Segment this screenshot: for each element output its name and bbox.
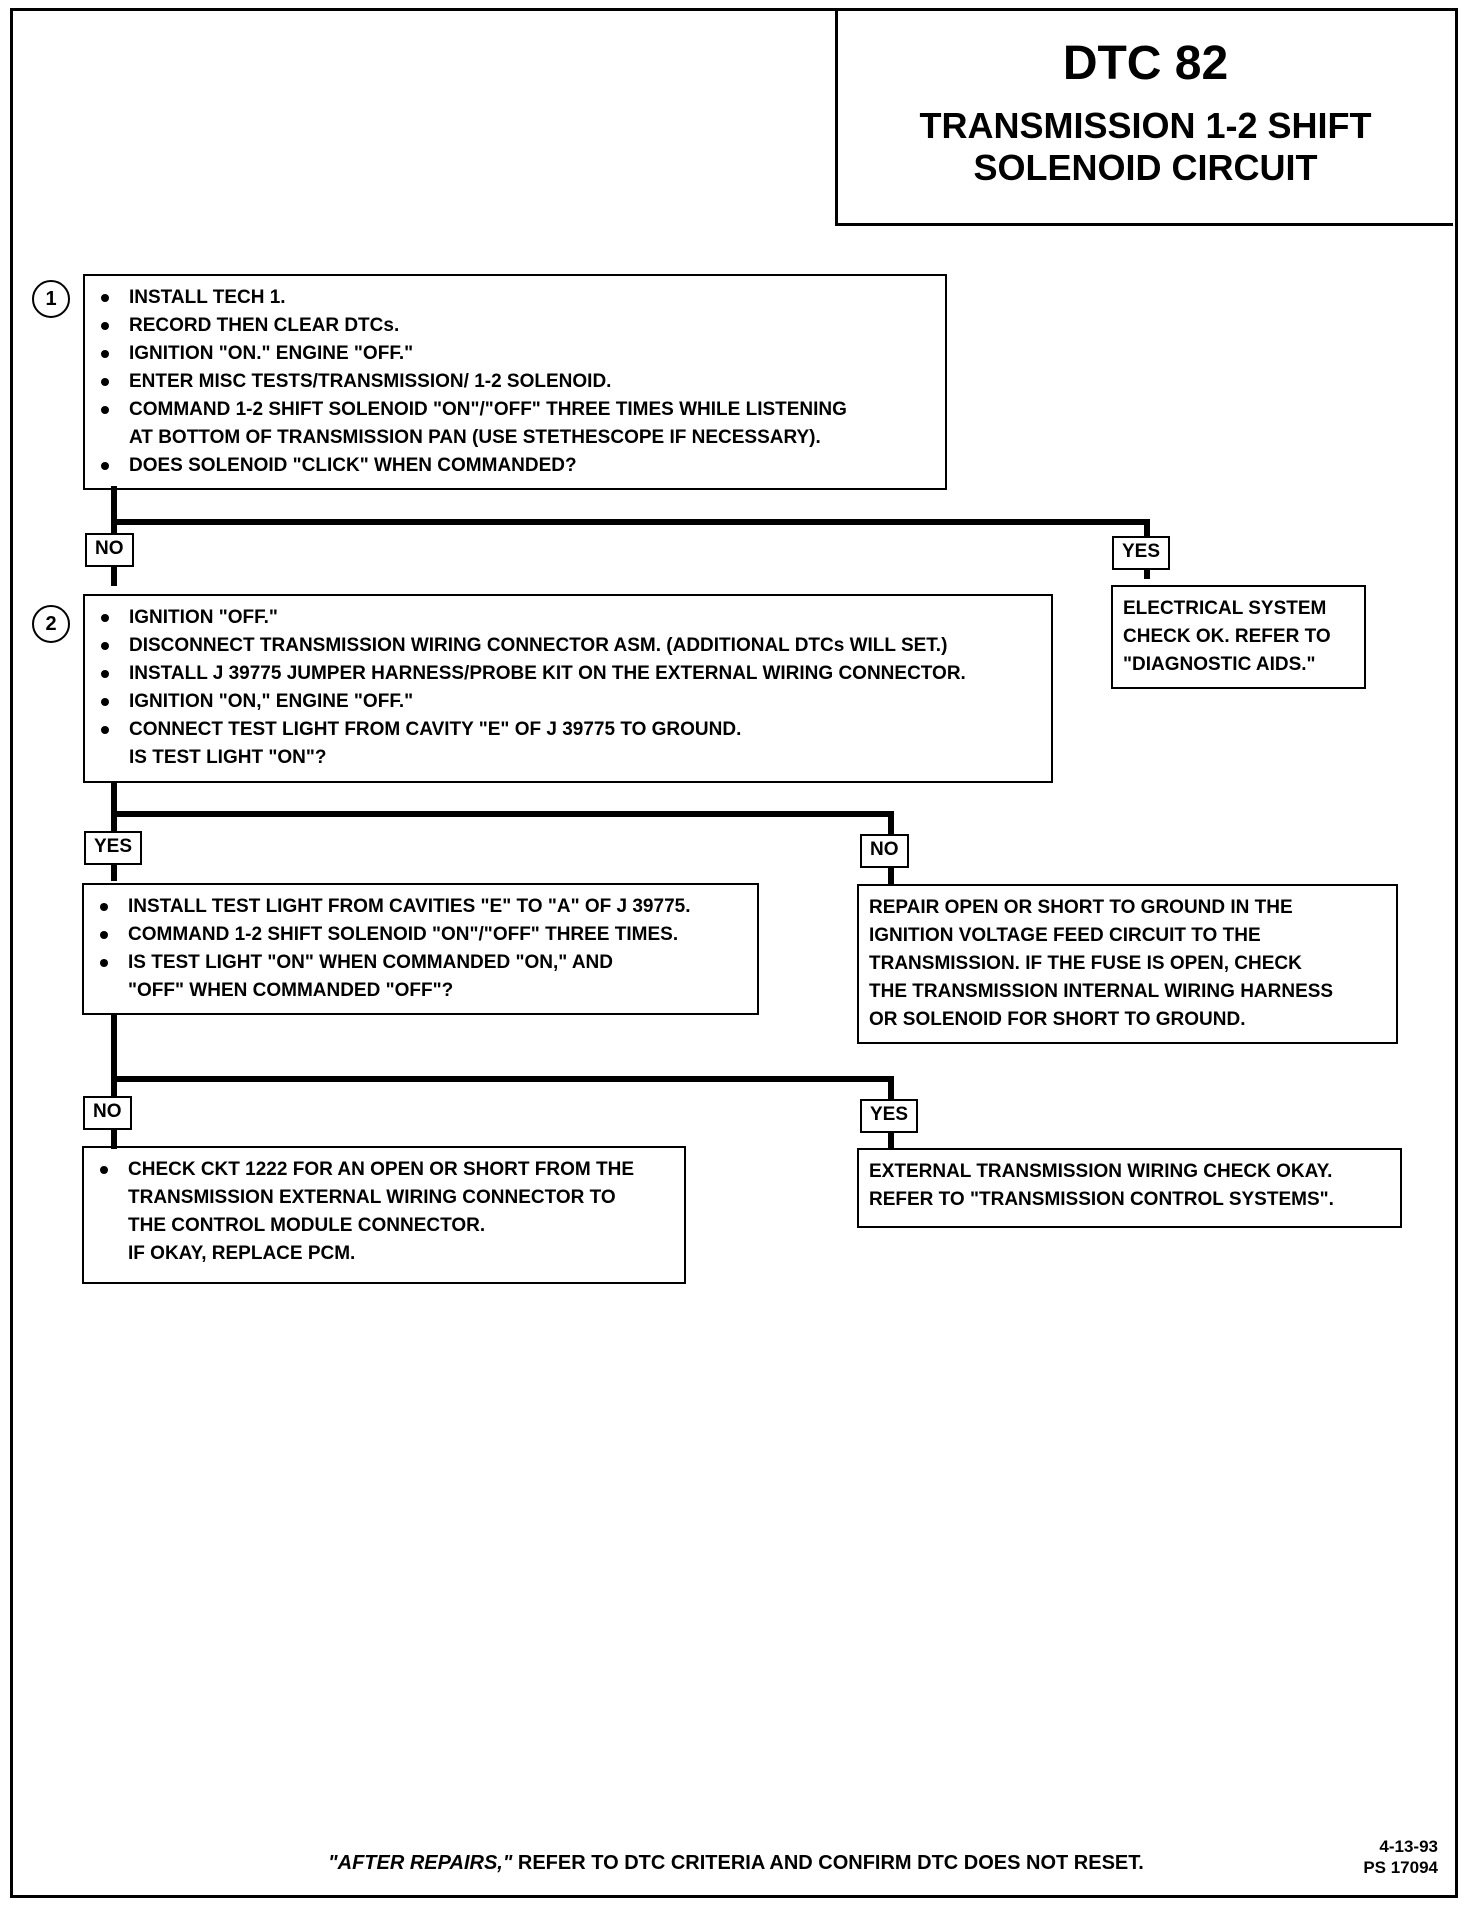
step-2-marker: 2 bbox=[32, 605, 70, 643]
list-item: ENTER MISC TESTS/TRANSMISSION/ 1-2 SOLENOID. bbox=[95, 368, 935, 396]
bullet-icon bbox=[101, 322, 109, 330]
list-item: IS TEST LIGHT "ON" WHEN COMMANDED "ON," AND bbox=[94, 949, 747, 977]
footer-text: REFER TO DTC CRITERIA AND CONFIRM DTC DOES NOT RESET. bbox=[512, 1852, 1144, 1874]
result-2-no-line-5: OR SOLENOID FOR SHORT TO GROUND. bbox=[869, 1009, 1246, 1030]
document-date: 4-13-93 bbox=[1379, 1837, 1438, 1856]
step-2-box bbox=[83, 594, 1053, 783]
list-item: CONNECT TEST LIGHT FROM CAVITY "E" OF J 39775 TO GROUND. bbox=[95, 716, 1041, 744]
result-2-no-line-3: TRANSMISSION. IF THE FUSE IS OPEN, CHECK bbox=[869, 953, 1302, 974]
bullet-icon bbox=[101, 350, 109, 358]
dtc-subtitle-line-1: TRANSMISSION 1-2 SHIFT bbox=[919, 105, 1372, 146]
result-3-no-line-3: THE CONTROL MODULE CONNECTOR. bbox=[128, 1215, 486, 1236]
step-3-continuation: "OFF" WHEN COMMANDED "OFF"? bbox=[128, 980, 454, 1001]
footer-note bbox=[0, 1852, 1472, 1875]
result-3-yes-box bbox=[857, 1148, 1402, 1228]
bullet-icon bbox=[101, 614, 109, 622]
result-1-yes-line-3: "DIAGNOSTIC AIDS." bbox=[1123, 654, 1316, 675]
result-2-no-line-1: REPAIR OPEN OR SHORT TO GROUND IN THE bbox=[869, 897, 1293, 918]
bullet-icon bbox=[100, 1166, 108, 1174]
bullet-icon bbox=[101, 726, 109, 734]
dtc-subtitle-line-2: SOLENOID CIRCUIT bbox=[973, 147, 1318, 188]
result-1-yes-line-2: CHECK OK. REFER TO bbox=[1123, 626, 1331, 647]
branch-2-yes-label: YES bbox=[84, 831, 142, 865]
list-item: INSTALL J 39775 JUMPER HARNESS/PROBE KIT ON THE EXTERNAL WIRING CONNECTOR. bbox=[95, 660, 1041, 688]
result-3-yes-line-1: EXTERNAL TRANSMISSION WIRING CHECK OKAY. bbox=[869, 1161, 1333, 1182]
step-1-continuation: AT BOTTOM OF TRANSMISSION PAN (USE STETHESCOPE IF NECESSARY). bbox=[129, 427, 821, 448]
step-1-marker: 1 bbox=[32, 280, 70, 318]
document-ref: PS 17094 bbox=[1363, 1858, 1438, 1877]
list-item: DOES SOLENOID "CLICK" WHEN COMMANDED? bbox=[95, 452, 935, 480]
list-item: IGNITION "ON." ENGINE "OFF." bbox=[95, 340, 935, 368]
result-3-yes-line-2: REFER TO "TRANSMISSION CONTROL SYSTEMS". bbox=[869, 1189, 1334, 1210]
step-3-box bbox=[82, 883, 759, 1015]
bullet-icon bbox=[101, 642, 109, 650]
result-3-no-line-4: IF OKAY, REPLACE PCM. bbox=[128, 1243, 356, 1264]
list-item: DISCONNECT TRANSMISSION WIRING CONNECTOR ASM. (ADDITIONAL DTCs WILL SET.) bbox=[95, 632, 1041, 660]
document-code bbox=[1363, 1836, 1438, 1878]
result-1-yes-line-1: ELECTRICAL SYSTEM bbox=[1123, 598, 1327, 619]
list-item: RECORD THEN CLEAR DTCs. bbox=[95, 312, 935, 340]
step-2-continuation: IS TEST LIGHT "ON"? bbox=[129, 747, 327, 768]
dtc-code-title: DTC 82 bbox=[1062, 37, 1229, 90]
footer-emphasis: "AFTER REPAIRS," bbox=[328, 1852, 513, 1874]
bullet-icon bbox=[100, 931, 108, 939]
bullet-icon bbox=[101, 462, 109, 470]
list-item: IGNITION "OFF." bbox=[95, 604, 1041, 632]
list-item: COMMAND 1-2 SHIFT SOLENOID "ON"/"OFF" THREE TIMES. bbox=[94, 921, 747, 949]
list-item: IGNITION "ON," ENGINE "OFF." bbox=[95, 688, 1041, 716]
branch-2-no-label: NO bbox=[860, 834, 909, 868]
step-1-box bbox=[83, 274, 947, 490]
result-2-no-line-2: IGNITION VOLTAGE FEED CIRCUIT TO THE bbox=[869, 925, 1261, 946]
list-item: CHECK CKT 1222 FOR AN OPEN OR SHORT FROM THE bbox=[94, 1156, 674, 1184]
result-2-no-line-4: THE TRANSMISSION INTERNAL WIRING HARNESS bbox=[869, 981, 1334, 1002]
result-3-no-line-2: TRANSMISSION EXTERNAL WIRING CONNECTOR TO bbox=[128, 1187, 616, 1208]
branch-3-no-label: NO bbox=[83, 1096, 132, 1130]
branch-3-yes-label: YES bbox=[860, 1099, 918, 1133]
bullet-icon bbox=[100, 903, 108, 911]
branch-1-no-label: NO bbox=[85, 533, 134, 567]
bullet-icon bbox=[101, 698, 109, 706]
bullet-icon bbox=[101, 378, 109, 386]
bullet-icon bbox=[101, 406, 109, 414]
list-item: INSTALL TEST LIGHT FROM CAVITIES "E" TO "A" OF J 39775. bbox=[94, 893, 747, 921]
result-3-no-box bbox=[82, 1146, 686, 1284]
bullet-icon bbox=[101, 294, 109, 302]
result-1-yes-box bbox=[1111, 585, 1366, 689]
title-block bbox=[835, 8, 1453, 226]
dtc-subtitle bbox=[838, 105, 1453, 189]
connector-step3-horizontal bbox=[111, 1076, 894, 1082]
list-item: INSTALL TECH 1. bbox=[95, 284, 935, 312]
connector-step2-horizontal bbox=[111, 811, 894, 817]
connector-step1-horizontal bbox=[111, 519, 1150, 525]
result-2-no-box bbox=[857, 884, 1398, 1044]
bullet-icon bbox=[100, 959, 108, 967]
list-item: COMMAND 1-2 SHIFT SOLENOID "ON"/"OFF" THREE TIMES WHILE LISTENING bbox=[95, 396, 935, 424]
bullet-icon bbox=[101, 670, 109, 678]
branch-1-yes-label: YES bbox=[1112, 536, 1170, 570]
